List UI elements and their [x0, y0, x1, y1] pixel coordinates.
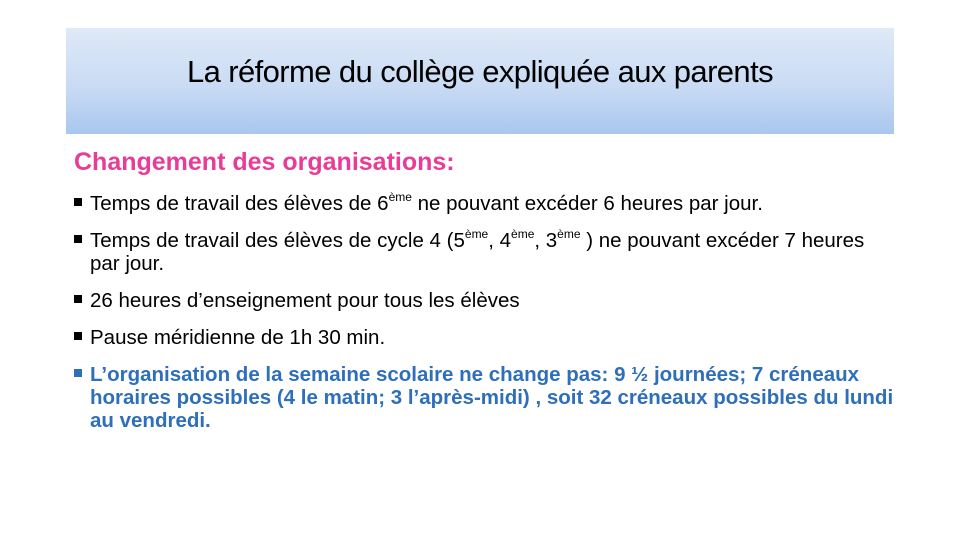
bullet-text: ne pouvant excéder 6 heures par jour. — [411, 192, 763, 215]
section-heading: Changement des organisations: — [74, 148, 455, 176]
bullet-text: Pause méridienne de 1h 30 min. — [90, 326, 386, 349]
bullet-item-week-organisation — [74, 363, 894, 432]
square-bullet-icon — [74, 235, 82, 243]
bullet-list — [74, 192, 894, 446]
bullet-text: Temps de travail des élèves de 6 — [90, 192, 389, 215]
superscript: ème — [388, 190, 412, 204]
bullet-item-daily-hours-6eme — [74, 192, 894, 215]
bullet-text: Temps de travail des élèves de cycle 4 (5 — [90, 229, 465, 252]
square-bullet-icon — [74, 295, 82, 303]
bullet-text: ) ne pouvant excéder 7 heures par jour. — [90, 229, 865, 275]
superscript: ème — [511, 227, 535, 241]
square-bullet-icon — [74, 198, 82, 206]
bullet-text: , 4 — [488, 229, 512, 252]
square-bullet-icon — [74, 369, 82, 377]
bullet-item-daily-hours-cycle4 — [74, 229, 894, 275]
square-bullet-icon — [74, 332, 82, 340]
bullet-item-weekly-hours — [74, 289, 894, 312]
bullet-item-lunch-break — [74, 326, 894, 349]
superscript: ème — [464, 227, 489, 241]
slide-title: La réforme du collège expliquée aux parents — [187, 54, 773, 89]
bullet-text: L’organisation de la semaine scolaire ne change pas: 9 ½ journées; 7 créneaux horaires possibles (4 le matin; 3 l’après-midi) , soit 32 créneaux possibles du lundi au vendredi. — [90, 363, 894, 432]
bullet-text: , 3 — [534, 229, 558, 252]
bullet-text: 26 heures d’enseignement pour tous les élèves — [90, 289, 520, 312]
superscript: ème — [557, 227, 581, 241]
